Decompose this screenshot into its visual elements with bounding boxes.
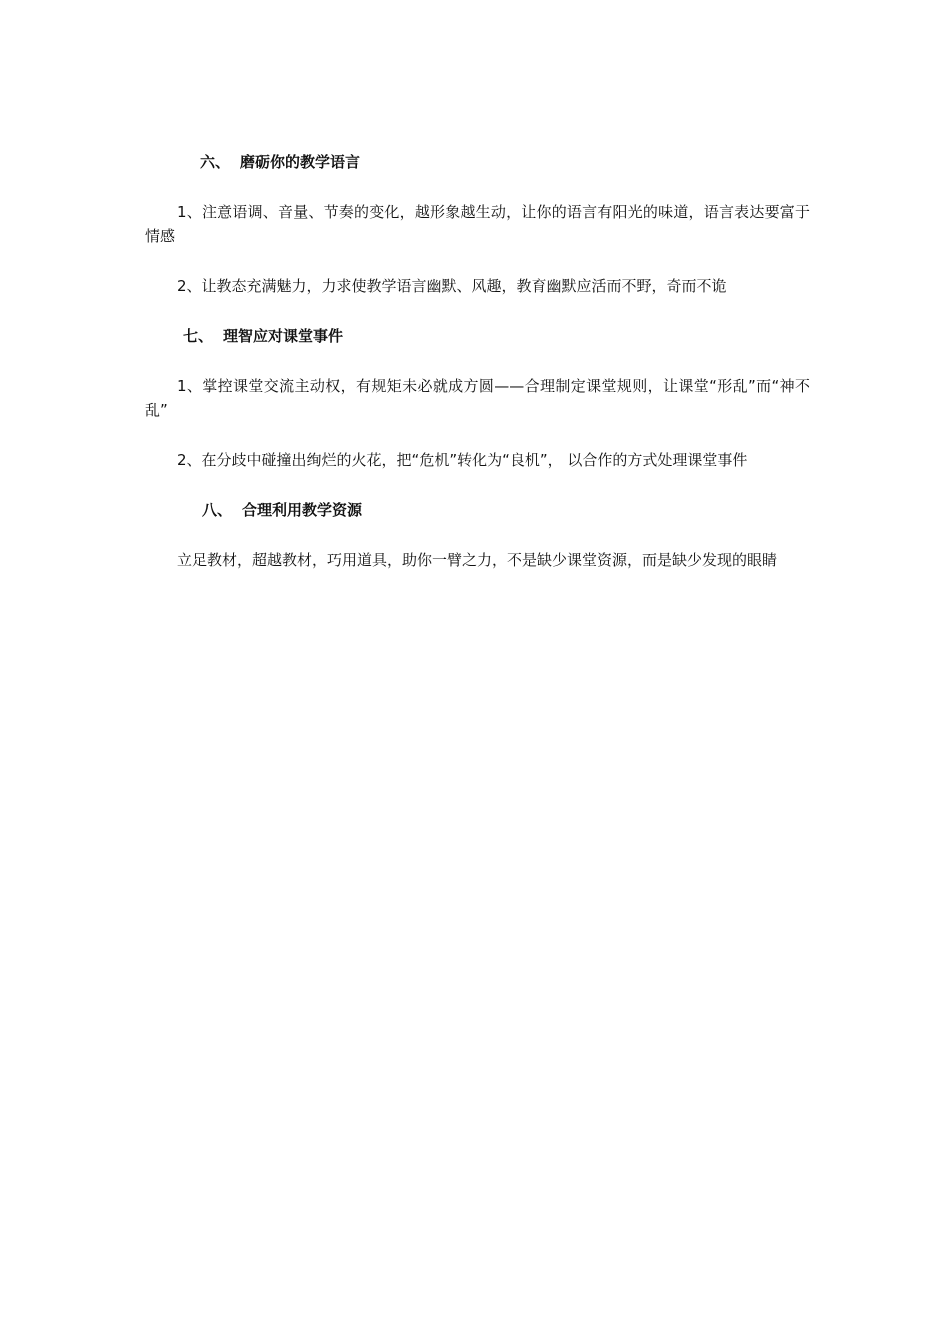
section-heading-6: [200, 150, 810, 174]
section-title: 合理利用教学资源: [242, 501, 363, 519]
paragraph: 立足教材，超越教材，巧用道具，助你一臂之力，不是缺少课堂资源，而是缺少发现的眼睛: [177, 551, 778, 569]
section-title: 磨砺你的教学语言: [240, 153, 361, 171]
document-body: [145, 150, 810, 572]
section-number: 六、: [200, 153, 231, 171]
section-title: 理智应对课堂事件: [223, 327, 344, 345]
section-heading-8: [202, 498, 810, 522]
section-number: 七、: [183, 327, 214, 345]
section-heading-7: [183, 324, 810, 348]
paragraph: 2、让教态充满魅力，力求使教学语言幽默、风趣，教育幽默应活而不野，奇而不诡: [177, 277, 727, 295]
paragraph: 2、在分歧中碰撞出绚烂的火花，把“危机”转化为“良机”， 以合作的方式处理课堂事件: [177, 451, 748, 469]
paragraph: 1、注意语调、音量、节奏的变化，越形象越生动，让你的语言有阳光的味道，语言表达要富于情感: [145, 203, 810, 245]
section-number: 八、: [202, 501, 233, 519]
paragraph: 1、掌控课堂交流主动权，有规矩未必就成方圆——合理制定课堂规则，让课堂“形乱”而“神不乱”: [145, 377, 810, 419]
